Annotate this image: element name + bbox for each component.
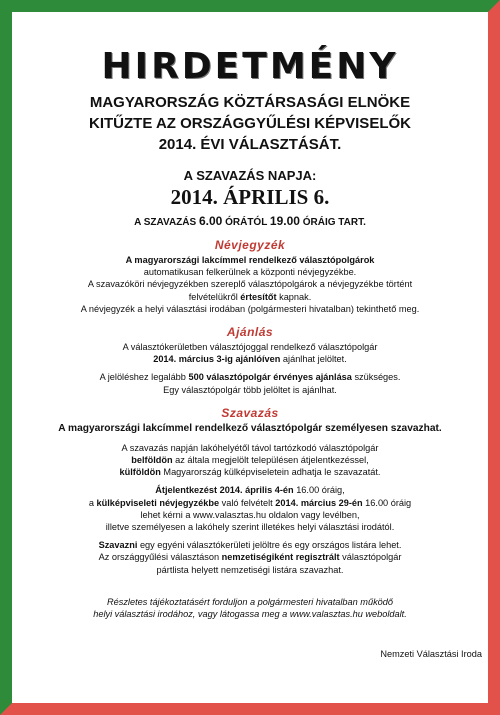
vote-hours: A SZAVAZÁS 6.00 ÓRÁTÓL 19.00 ÓRÁIG TART.	[134, 214, 366, 228]
subtitle-line-1: MAGYARORSZÁG KÖZTÁRSASÁGI ELNÖKE	[89, 94, 411, 111]
nevjegyzek-line-3: A szavazóköri névjegyzékben szereplő választópolgárok a névjegyzékbe történt	[87, 279, 413, 290]
szavazas-b-line-4: illetve személyesen a lakóhely szerint illetékes helyi választási irodától.	[105, 522, 395, 533]
nevjegyzek-line-2: automatikusan felkerülnek a központi névjegyzékbe.	[143, 267, 357, 278]
vote-date: 2014. ÁPRILIS 6.	[170, 185, 330, 209]
szavazas-c-line-3: pártlista helyett nemzetiségi listára szavazhat.	[156, 564, 344, 575]
ajanlas-line-2: 2014. március 3-ig ajánlóíven ajánlhat jelöltet.	[153, 354, 347, 365]
subtitle-line-2: KITŰZTE AZ ORSZÁGGYŰLÉSI KÉPVISELŐK	[89, 115, 411, 132]
signature: Nemzeti Választási Iroda	[380, 649, 482, 659]
ajanlas-line-1: A választókerületben választójoggal rendelkező választópolgár	[122, 342, 378, 353]
notice-content	[28, 30, 472, 620]
section-heading-ajanlas: Ajánlás	[226, 325, 274, 340]
szavazas-a-line-3: külföldön Magyarország külképviseletein adhatja le szavazatát.	[119, 467, 381, 478]
ajanlas-line-3: A jelöléshez legalább 500 választópolgár érvényes ajánlása szükséges.	[99, 372, 401, 383]
page-title: HIRDETMÉNY	[101, 46, 399, 87]
nevjegyzek-line-4: felvételükről értesítőt kapnak.	[188, 291, 312, 302]
ajanlas-line-4: Egy választópolgár több jelöltet is ajánlhat.	[163, 384, 337, 395]
szavazas-c-line-1: Szavazni egy egyéni választókerületi jelöltre és egy országos listára lehet.	[98, 540, 402, 551]
nevjegyzek-line-5: A névjegyzék a helyi választási irodában (polgármesteri hivatalban) tekinthető meg.	[80, 303, 420, 314]
szavazas-a-line-1: A szavazás napján lakóhelyétől távol tartózkodó választópolgár	[121, 442, 379, 453]
footer-note: Részletes tájékoztatásért forduljon a polgármesteri hivatalban működő helyi választási irodához, vagy látogassa meg a www.valasztas.hu weboldalt.	[93, 596, 407, 620]
subtitle-line-3: 2014. ÉVI VÁLASZTÁSÁT.	[158, 136, 342, 153]
section-heading-nevjegyzek: Névjegyzék	[214, 238, 286, 252]
section-heading-szavazas: Szavazás	[221, 405, 279, 420]
nevjegyzek-line-1: A magyarországi lakcímmel rendelkező választópolgárok	[125, 255, 375, 265]
szavazas-b-line-3: lehet kérni a www.valasztas.hu oldalon vagy levélben,	[140, 509, 360, 520]
szavazas-lead: A magyarországi lakcímmel rendelkező választópolgár személyesen szavazhat.	[58, 422, 442, 434]
szavazas-b-line-1: Átjelentkezést 2014. április 4-én 16.00 óráig,	[155, 485, 345, 496]
szavazas-a-line-2: belföldön az általa megjelölt településen átjelentkezéssel,	[131, 455, 369, 466]
szavazas-c-line-2: Az országgyűlési választáson nemzetiségiként regisztrált választópolgár	[98, 552, 402, 563]
vote-day-label: A SZAVAZÁS NAPJA:	[183, 168, 317, 183]
szavazas-b-line-2: a külképviseleti névjegyzékbe való felvételt 2014. március 29-én 16.00 óráig	[88, 497, 412, 508]
